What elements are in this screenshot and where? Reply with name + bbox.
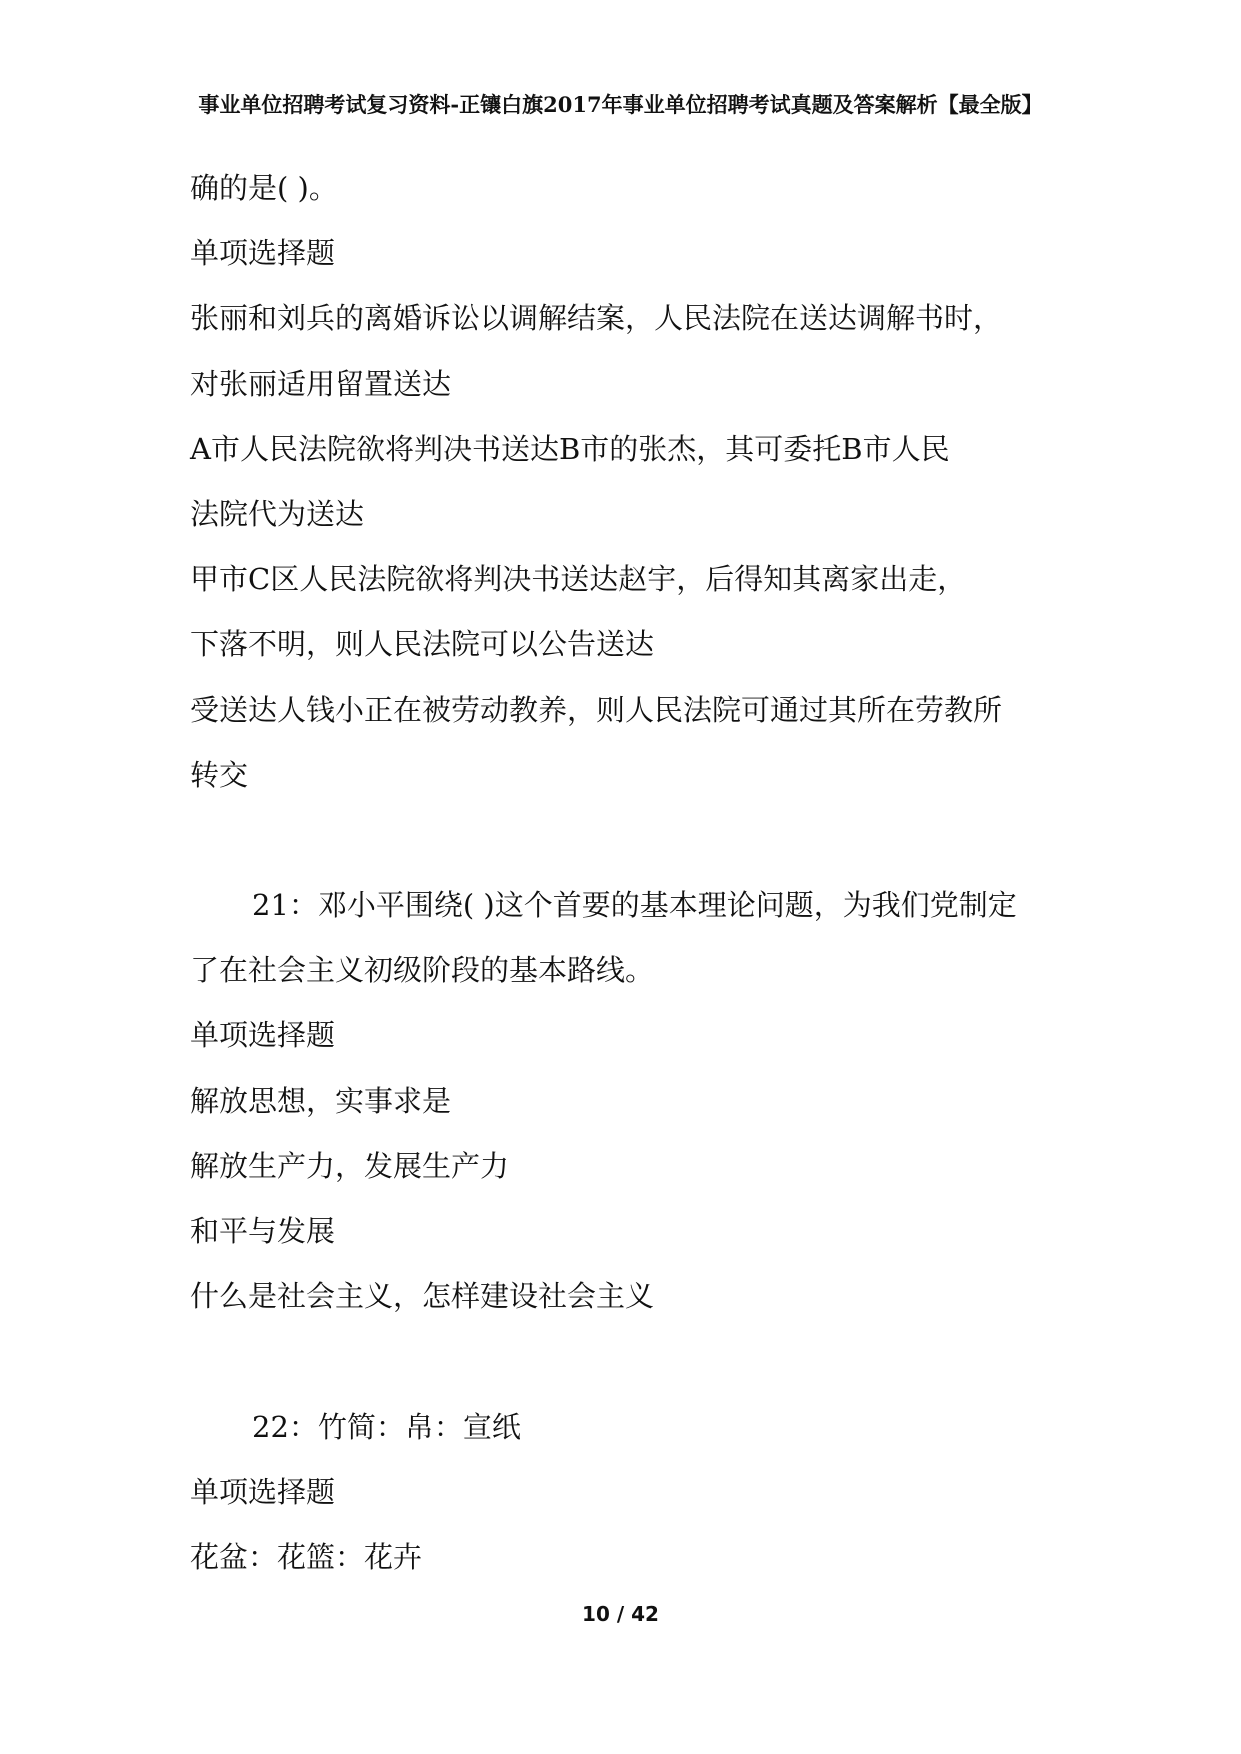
q21-question-type: 单项选择题 [190,1018,336,1053]
q21-option-2: 解放生产力，发展生产力 [190,1148,510,1183]
document-body [190,156,1090,1590]
q20-option-2-line-1: A市人民法院欲将判决书送达B市的张杰，其可委托B市人民 [190,431,950,466]
q21-option-4: 什么是社会主义，怎样建设社会主义 [190,1279,655,1314]
q20-option-3-line-2: 下落不明，则人民法院可以公告送达 [190,627,655,662]
question-divider [190,1329,1090,1394]
q20-option-1-line-2: 对张丽适用留置送达 [190,366,452,401]
q21-option-3: 和平与发展 [190,1214,336,1248]
q20-option-4-line-1: 受送达人钱小正在被劳动教养，则人民法院可通过其所在劳教所 [190,692,1003,727]
q21-option-1: 解放思想，实事求是 [190,1083,452,1118]
q20-option-2-line-2: 法院代为送达 [190,496,365,531]
q22-stem: 22：竹简：帛：宣纸 [252,1409,521,1444]
q22-question-type: 单项选择题 [190,1474,336,1509]
question-divider [190,808,1090,873]
q20-question-type: 单项选择题 [190,236,336,271]
q22-option-1: 花盆：花篮：花卉 [190,1539,423,1574]
q21-stem-line-1: 21：邓小平围绕( )这个首要的基本理论问题，为我们党制定 [252,888,1017,923]
q20-option-4-line-2: 转交 [190,757,249,792]
q20-stem-tail: 确的是( )。 [190,171,338,205]
q20-option-1-line-1: 张丽和刘兵的离婚诉讼以调解结案，人民法院在送达调解书时， [190,301,1003,336]
page-number: 10 / 42 [582,1602,659,1626]
q20-option-3-line-1: 甲市C区人民法院欲将判决书送达赵宇，后得知其离家出走， [190,562,967,597]
page-header-title: 事业单位招聘考试复习资料-正镶白旗2017年事业单位招聘考试真题及答案解析【最全版】 [198,92,1043,117]
q21-stem-line-2: 了在社会主义初级阶段的基本路线。 [190,953,655,988]
